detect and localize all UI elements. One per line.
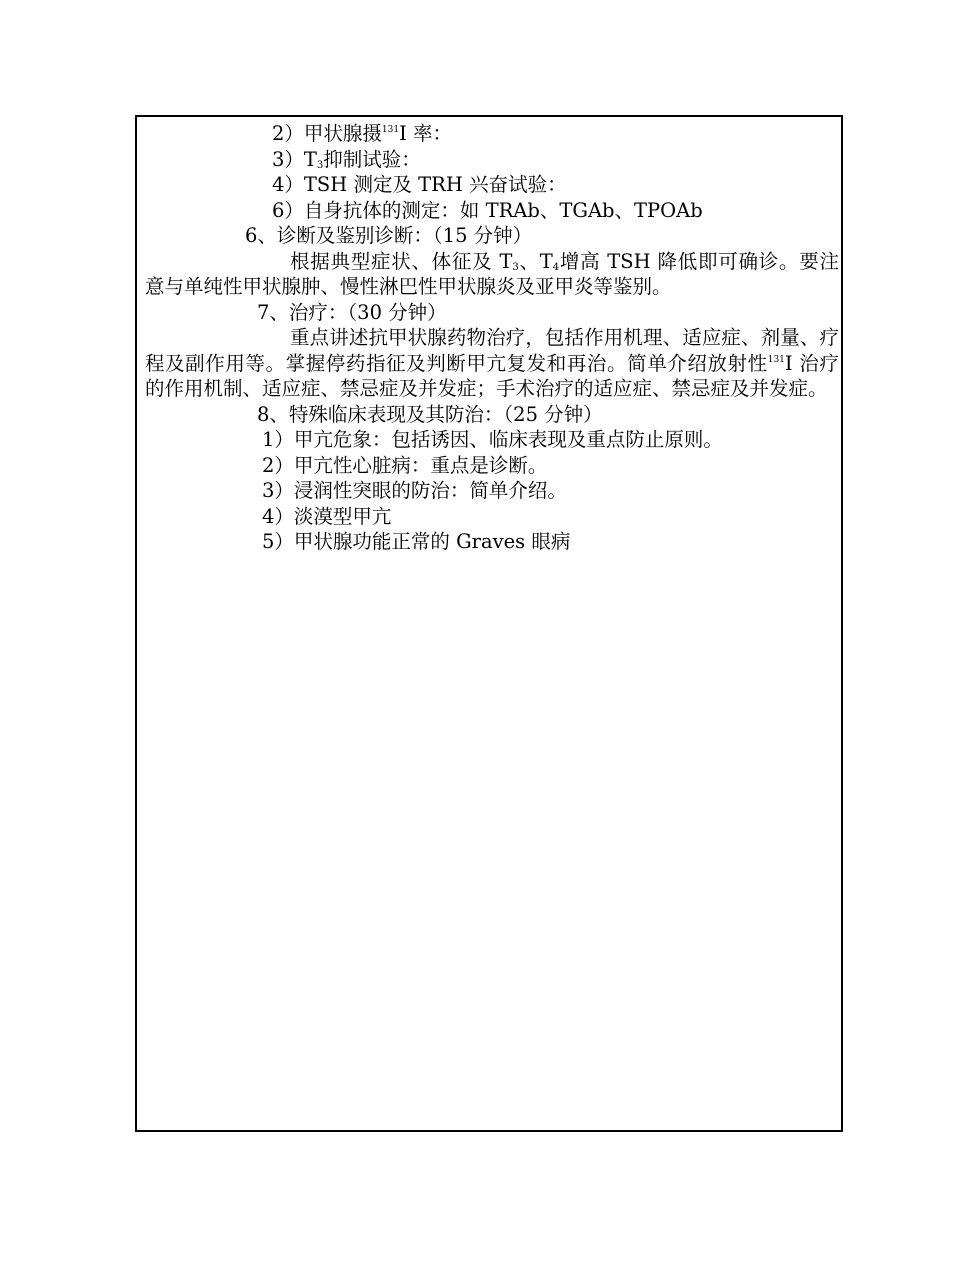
- superscript-131: 131: [767, 354, 785, 365]
- section-6-text-b: 、T: [518, 249, 553, 273]
- lab-item-4: 4）TSH 测定及 TRH 兴奋试验：: [272, 173, 567, 196]
- lab-item-3-text: 3）T: [272, 147, 317, 171]
- section-8-item: 4）淡漠型甲亢: [262, 504, 392, 528]
- document-body: [145, 121, 839, 555]
- lab-item-6: 6）自身抗体的测定：如 TRAb、TGAb、TPOAb: [272, 198, 703, 222]
- section-7-heading: 7、治疗：（30 分钟）: [257, 300, 447, 324]
- subscript-t4: 4: [552, 261, 560, 273]
- lab-item-3-text-end: 抑制试验：: [323, 147, 421, 171]
- section-8-item: 1）甲亢危象：包括诱因、临床表现及重点防止原则。: [262, 428, 723, 451]
- section-6-heading: 6、诊断及鉴别诊断：（15 分钟）: [245, 224, 533, 247]
- subscript-3: 3: [316, 159, 324, 171]
- section-8-heading: 8、特殊临床表现及其防治：（25 分钟）: [257, 402, 603, 426]
- section-8-item: 2）甲亢性心脏病：重点是诊断。: [262, 453, 548, 477]
- section-6-paragraph: [145, 249, 839, 300]
- lab-item-3: [145, 147, 839, 173]
- subscript-t3: 3: [512, 261, 519, 273]
- lab-item-2-text: 2）甲状腺摄: [272, 122, 382, 145]
- content-box: [135, 115, 843, 1132]
- superscript-131: 131: [381, 125, 400, 135]
- section-8-item: 5）甲状腺功能正常的 Graves 眼病: [262, 530, 571, 553]
- lab-item-2: [145, 121, 839, 147]
- lab-item-2-text-end: I 率：: [399, 122, 453, 145]
- section-7-paragraph: [145, 325, 839, 402]
- section-6-text-c: 增高 TSH 降低即可确诊。要注意与单纯性甲状腺肿、慢性淋巴性甲状腺炎及亚甲炎等鉴别。: [145, 249, 839, 298]
- section-7-text-b: I 治疗的作用机制、适应症、禁忌症及并发症；手术治疗的适应症、禁忌症及并发症。: [145, 351, 839, 400]
- section-7-text-a: 重点讲述抗甲状腺药物治疗，包括作用机理、适应症、剂量、疗程及副作用等。掌握停药指征及判断甲亢复发和再治。简单介绍放射性: [145, 326, 839, 375]
- section-8-item: 3）浸润性突眼的防治：简单介绍。: [262, 479, 567, 502]
- section-6-text-a: 根据典型症状、体征及 T: [290, 249, 513, 273]
